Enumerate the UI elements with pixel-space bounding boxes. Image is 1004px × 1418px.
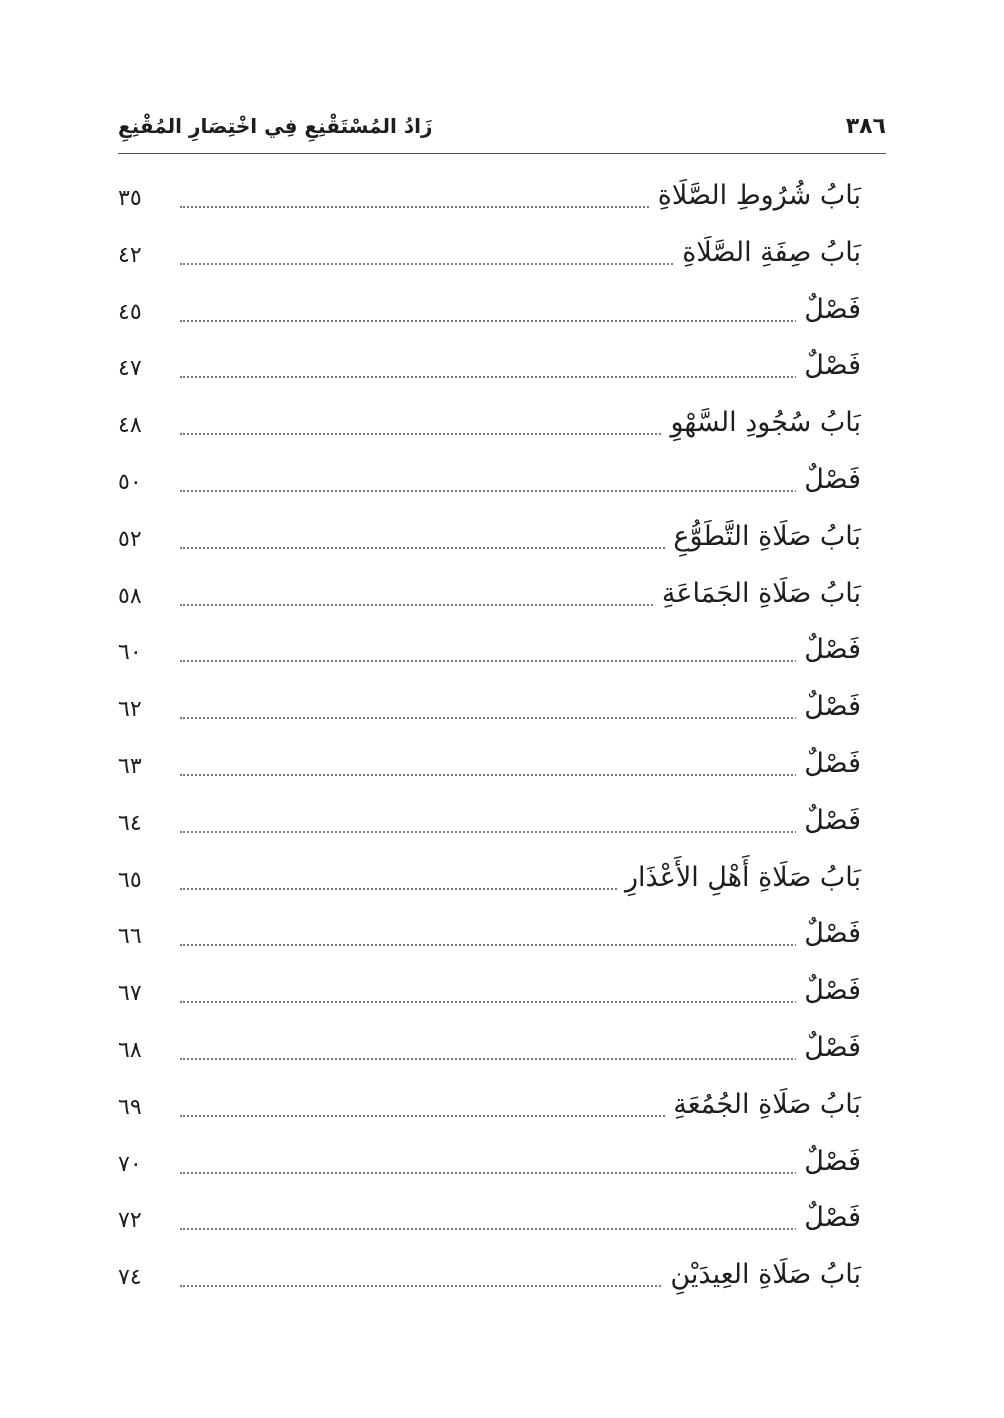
toc-entry-page: ٤٨: [118, 413, 142, 439]
toc-entry[interactable]: [118, 172, 861, 229]
toc-entry[interactable]: [118, 797, 861, 854]
toc-entry[interactable]: [118, 1138, 861, 1195]
toc-entry-page: ٦٦: [118, 924, 142, 950]
toc-entry[interactable]: [118, 1194, 861, 1251]
toc-entry[interactable]: [118, 1251, 861, 1308]
dot-leader: [180, 490, 861, 492]
toc-entry-page: ٦٠: [118, 640, 142, 666]
toc-entry-page: ٧٠: [118, 1151, 142, 1177]
toc-entry-page: ٦٤: [118, 810, 142, 836]
toc-entry-page: ٥٨: [118, 583, 142, 609]
toc-entry-title: بَابُ صَلَاةِ العِيدَيْنِ: [662, 1259, 861, 1290]
toc-entry[interactable]: [118, 513, 861, 570]
toc-entry-title: فَصْلٌ: [796, 464, 861, 495]
toc-entry[interactable]: [118, 456, 861, 513]
dot-leader: [180, 774, 861, 776]
toc-entry-title: فَصْلٌ: [796, 634, 861, 665]
dot-leader: [180, 1172, 861, 1174]
toc-entry[interactable]: [118, 740, 861, 797]
toc-entry[interactable]: [118, 229, 861, 286]
toc-entry[interactable]: [118, 399, 861, 456]
toc-entry-page: ٧٤: [118, 1265, 142, 1291]
toc-entry-title: بَابُ صَلَاةِ التَّطَوُّعِ: [665, 521, 861, 552]
dot-leader: [180, 1228, 861, 1230]
toc-entry-page: ٥٠: [118, 469, 142, 495]
toc-entry-title: فَصْلٌ: [796, 691, 861, 722]
toc-entry[interactable]: [118, 910, 861, 967]
dot-leader: [180, 376, 861, 378]
toc-entry-title: فَصْلٌ: [796, 1202, 861, 1233]
toc-entry-title: فَصْلٌ: [796, 294, 861, 325]
toc-entry-title: فَصْلٌ: [796, 975, 861, 1006]
toc-entry[interactable]: [118, 1024, 861, 1081]
toc-entry-title: فَصْلٌ: [796, 1032, 861, 1063]
dot-leader: [180, 1001, 861, 1003]
table-of-contents: [118, 172, 861, 1308]
toc-entry-title: بَابُ صَلَاةِ الجُمُعَةِ: [665, 1089, 861, 1120]
toc-entry-page: ٥٢: [118, 526, 142, 552]
dot-leader: [180, 660, 861, 662]
toc-entry-page: ٤٧: [118, 356, 142, 382]
toc-entry[interactable]: [118, 967, 861, 1024]
toc-entry[interactable]: [118, 570, 861, 627]
toc-entry-title: بَابُ صِفَةِ الصَّلَاةِ: [674, 237, 861, 268]
toc-entry[interactable]: [118, 342, 861, 399]
toc-entry-page: ٦٣: [118, 753, 142, 779]
toc-entry-title: فَصْلٌ: [796, 918, 861, 949]
dot-leader: [180, 717, 861, 719]
toc-entry-page: ٧٢: [118, 1208, 142, 1234]
dot-leader: [180, 831, 861, 833]
toc-entry[interactable]: [118, 1081, 861, 1138]
toc-entry-title: فَصْلٌ: [796, 350, 861, 381]
toc-entry[interactable]: [118, 626, 861, 683]
toc-entry[interactable]: [118, 286, 861, 343]
dot-leader: [180, 320, 861, 322]
page-number: ٣٨٦: [845, 114, 886, 139]
toc-entry-page: ٦٨: [118, 1037, 142, 1063]
header-divider: [118, 153, 886, 154]
toc-entry-title: بَابُ شُرُوطِ الصَّلَاةِ: [650, 180, 861, 211]
book-title: زَادُ المُسْتَقْنِعِ فِي اخْتِصَارِ المُقْنِعِ: [118, 114, 433, 138]
toc-entry-title: بَابُ صَلَاةِ الجَمَاعَةِ: [654, 578, 861, 609]
toc-entry-page: ٦٧: [118, 981, 142, 1007]
toc-entry-title: بَابُ صَلَاةِ أَهْلِ الأَعْذَارِ: [617, 862, 861, 893]
toc-entry-title: فَصْلٌ: [796, 805, 861, 836]
toc-entry-page: ٤٥: [118, 299, 142, 325]
toc-entry-title: فَصْلٌ: [796, 748, 861, 779]
toc-entry-page: ٦٥: [118, 867, 142, 893]
page-header: [118, 110, 886, 150]
toc-entry-title: بَابُ سُجُودِ السَّهْوِ: [662, 407, 861, 438]
toc-entry-page: ٦٢: [118, 697, 142, 723]
toc-entry-page: ٤٢: [118, 242, 142, 268]
dot-leader: [180, 1058, 861, 1060]
toc-entry[interactable]: [118, 683, 861, 740]
toc-entry-page: ٣٥: [118, 186, 142, 211]
toc-entry-title: فَصْلٌ: [796, 1146, 861, 1177]
toc-entry[interactable]: [118, 854, 861, 911]
dot-leader: [180, 944, 861, 946]
toc-entry-page: ٦٩: [118, 1094, 142, 1120]
